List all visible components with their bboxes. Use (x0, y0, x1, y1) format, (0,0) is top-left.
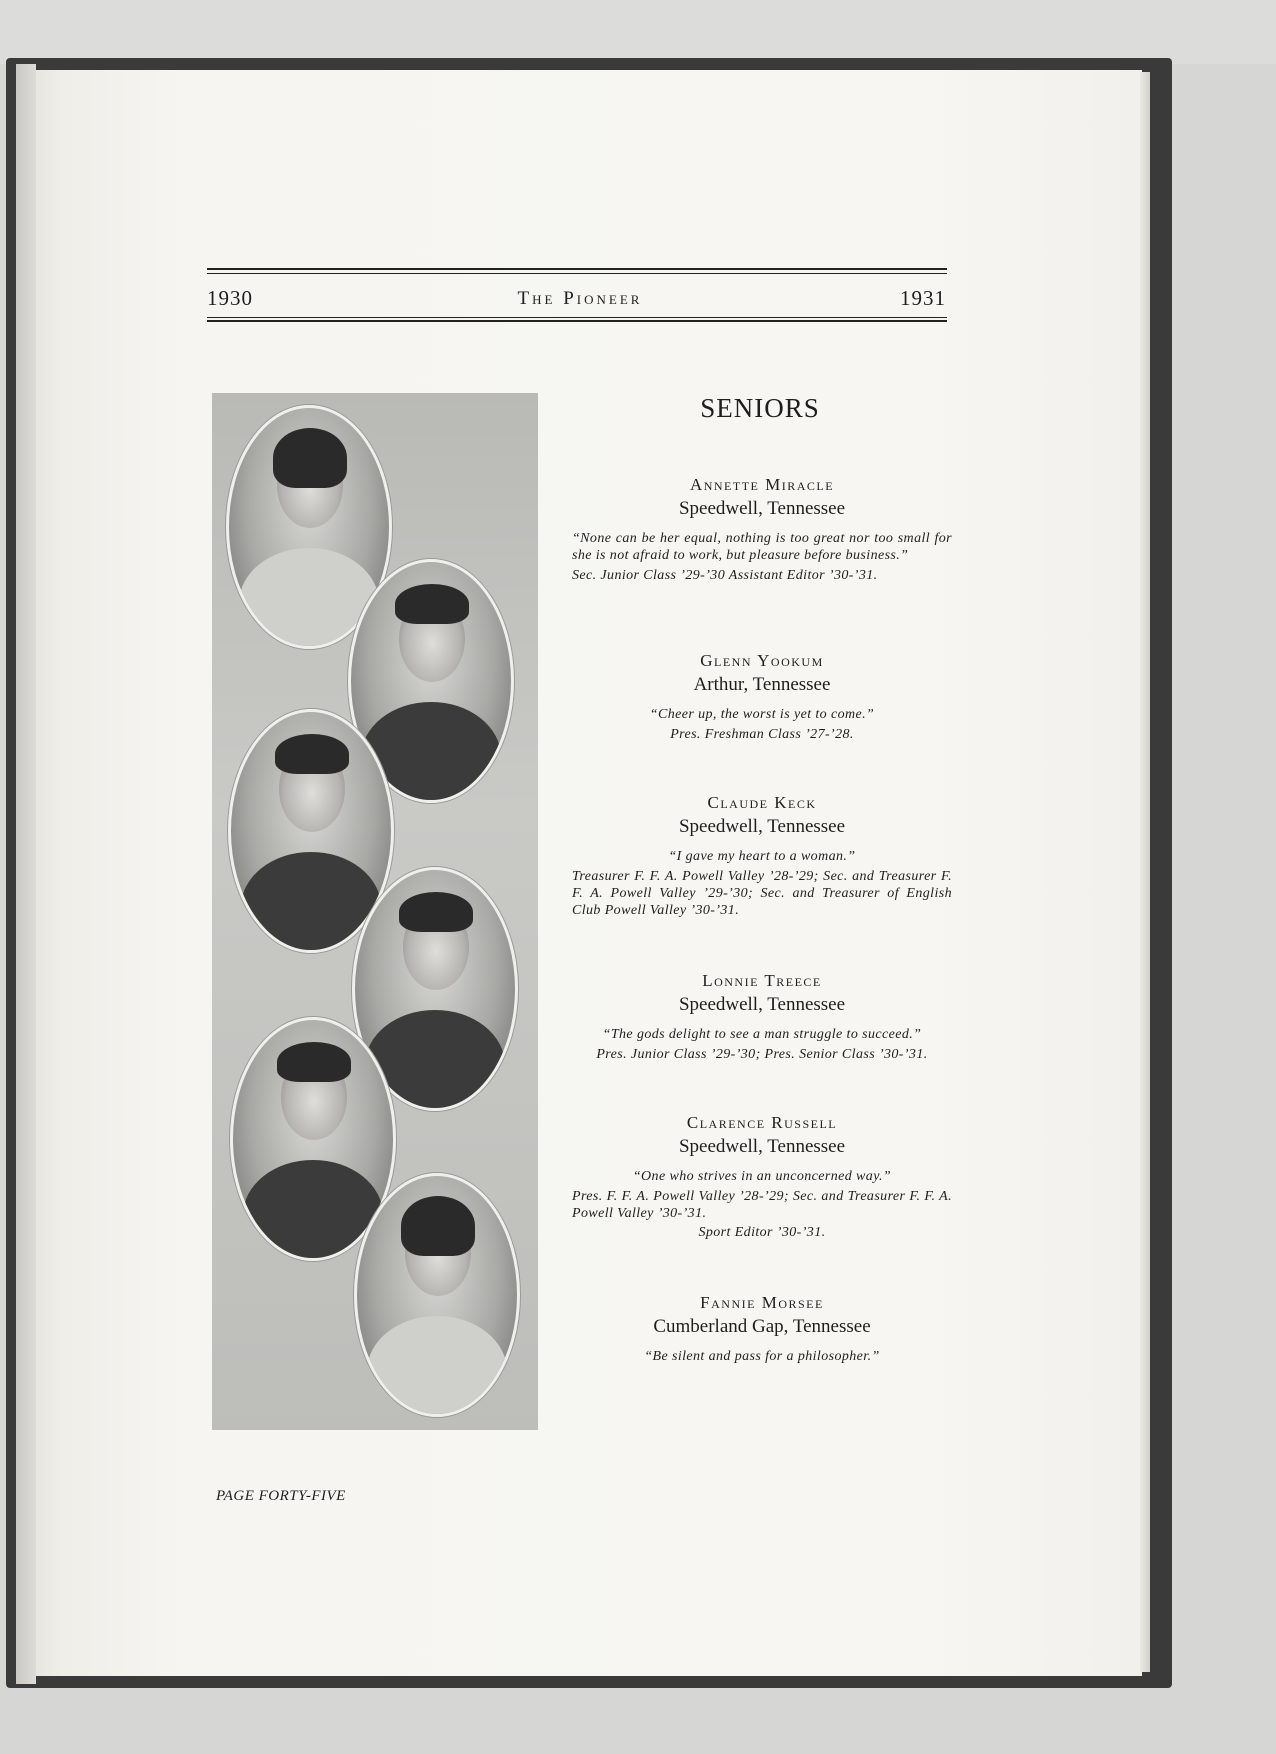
senior-quote: “None can be her equal, nothing is too great nor too small for she is not afraid to work, but pleasure before business.” (572, 531, 952, 563)
header-rule-bottom (207, 320, 947, 322)
senior-honors-extra: Sport Editor ’30-’31. (698, 1225, 826, 1240)
header-year-left: 1930 (207, 286, 253, 310)
portrait-fannie-morsee (354, 1173, 520, 1417)
header-book-title: The Pioneer (517, 288, 643, 309)
senior-town: Speedwell, Tennessee (678, 994, 846, 1015)
senior-quote: “Be silent and pass for a philosopher.” (644, 1349, 880, 1364)
senior-name: Claude Keck (707, 793, 817, 812)
page-edge (1140, 72, 1150, 1672)
page-number: PAGE FORTY-FIVE (216, 1488, 346, 1504)
senior-quote: “One who strives in an unconcerned way.” (632, 1169, 892, 1184)
scan-background (0, 0, 1276, 64)
section-title: SENIORS (700, 393, 820, 423)
page-gutter (16, 64, 36, 1684)
senior-portraits-panel (212, 393, 538, 1430)
header-year-right: 1931 (900, 286, 946, 310)
senior-name: Lonnie Treece (702, 971, 822, 990)
senior-honors: Pres. Freshman Class ’27-’28. (670, 727, 854, 742)
senior-entry (572, 792, 952, 919)
senior-entry (572, 474, 952, 584)
senior-name: Fannie Morsee (700, 1293, 824, 1312)
senior-honors: Pres. F. F. A. Powell Valley ’28-’29; Sec. and Treasurer F. F. A. Powell Valley ’30-’31. (572, 1189, 952, 1221)
senior-town: Speedwell, Tennessee (678, 816, 846, 837)
senior-entry (572, 1292, 952, 1365)
senior-honors: Pres. Junior Class ’29-’30; Pres. Senior Class ’30-’31. (596, 1047, 928, 1062)
header-rule-top (207, 268, 947, 270)
senior-town: Speedwell, Tennessee (678, 1136, 846, 1157)
header-rule-top-thin (207, 273, 947, 274)
senior-entry (572, 650, 952, 743)
senior-town: Speedwell, Tennessee (678, 498, 846, 519)
senior-entry (572, 1112, 952, 1241)
senior-town: Arthur, Tennessee (693, 674, 831, 695)
senior-entry (572, 970, 952, 1063)
senior-name: Clarence Russell (686, 1113, 838, 1132)
senior-honors: Sec. Junior Class ’29-’30 Assistant Editor ’30-’31. (572, 568, 878, 583)
senior-quote: “Cheer up, the worst is yet to come.” (649, 707, 875, 722)
senior-name: Glenn Yookum (700, 651, 824, 670)
header-rule-bottom-thin (207, 317, 947, 318)
senior-honors: Treasurer F. F. A. Powell Valley ’28-’29; Sec. and Treasurer F. F. A. Powell Valley ’29-’30; Sec. and Treasurer of English Club Powell Valley ’30-’31. (572, 869, 952, 918)
senior-quote: “I gave my heart to a woman.” (668, 849, 856, 864)
senior-name: Annette Miracle (689, 475, 835, 494)
senior-quote: “The gods delight to see a man struggle to succeed.” (602, 1027, 922, 1042)
senior-town: Cumberland Gap, Tennessee (653, 1316, 871, 1337)
